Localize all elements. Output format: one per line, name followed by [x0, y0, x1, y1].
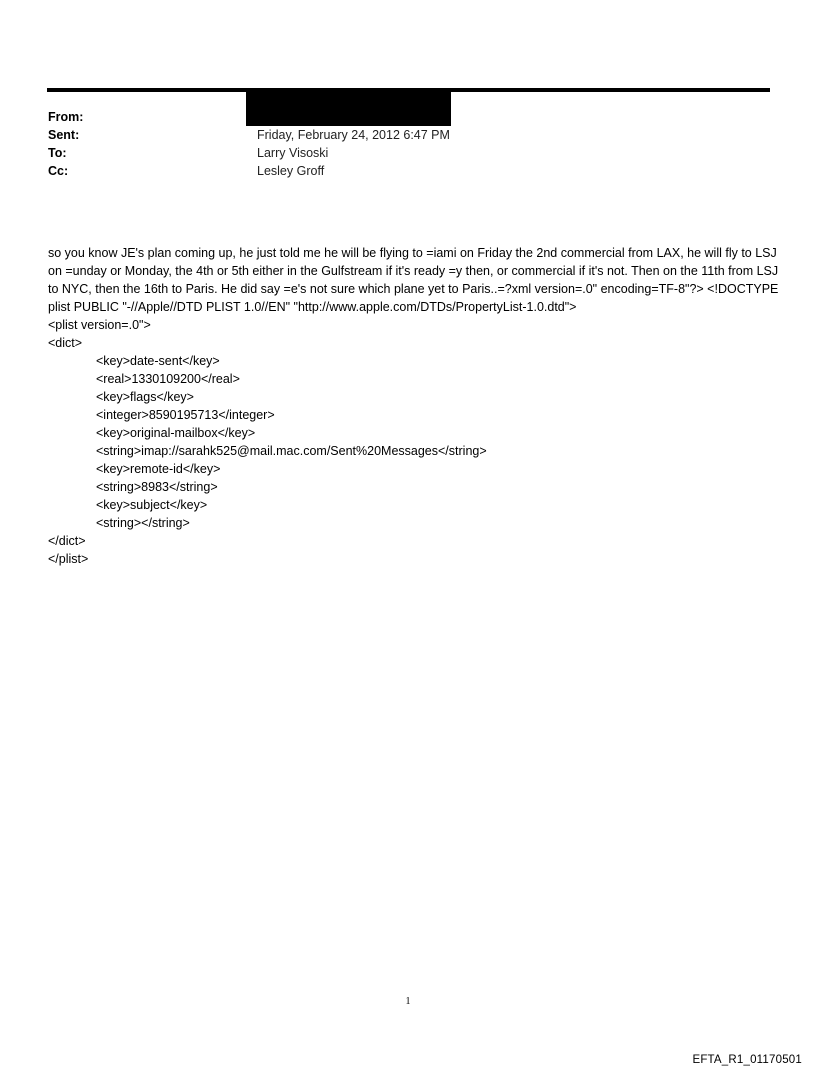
code-line: <key>original-mailbox</key> [96, 426, 256, 440]
email-body [48, 244, 783, 568]
code-line: <string>8983</string> [96, 480, 218, 494]
code-line: <string></string> [96, 516, 190, 530]
cc-value: Lesley Groff [257, 164, 325, 178]
sent-row [48, 126, 450, 144]
code-line: <plist version=.0"> [48, 318, 151, 332]
from-row [48, 108, 450, 126]
code-line: <real>1330109200</real> [96, 372, 240, 386]
code-line: <dict> [48, 336, 83, 350]
cc-row [48, 162, 450, 180]
document-id: EFTA_R1_01170501 [692, 1054, 802, 1066]
sent-value: Friday, February 24, 2012 6:47 PM [257, 128, 450, 142]
from-label: From: [48, 110, 84, 124]
code-line: <string>imap://sarahk525@mail.mac.com/Sent%20Messages</string> [96, 444, 487, 458]
code-line: <integer>8590195713</integer> [96, 408, 275, 422]
code-line: </dict> [48, 534, 86, 548]
to-row [48, 144, 450, 162]
code-line: <key>subject</key> [96, 498, 208, 512]
code-line: <key>remote-id</key> [96, 462, 221, 476]
to-label: To: [48, 146, 67, 160]
sent-label: Sent: [48, 128, 80, 142]
email-header [48, 108, 450, 180]
code-line: <key>date-sent</key> [96, 354, 220, 368]
code-line: </plist> [48, 552, 89, 566]
code-line: <key>flags</key> [96, 390, 194, 404]
page-number: 1 [405, 996, 411, 1007]
body-paragraph: so you know JE's plan coming up, he just told me he will be flying to =iami on Friday the 2nd commercial from LAX, he will fly to LSJ on =unday or Monday, the 4th or 5th either in the Gulfstream if it's ready =y then, or commercial if it's not. Then on the 11th from LSJ to NYC, then the 16th to Paris. He did say =e's not sure which plane yet to Paris..=?xml version=.0" encoding=TF-8"?> <!DOCTYPE plist PUBLIC "-//Apple//DTD PLIST 1.0//EN" "http://www.apple.com/DTDs/PropertyList-1.0.dtd"> [48, 246, 782, 314]
cc-label: Cc: [48, 164, 69, 178]
to-value: Larry Visoski [257, 146, 329, 160]
